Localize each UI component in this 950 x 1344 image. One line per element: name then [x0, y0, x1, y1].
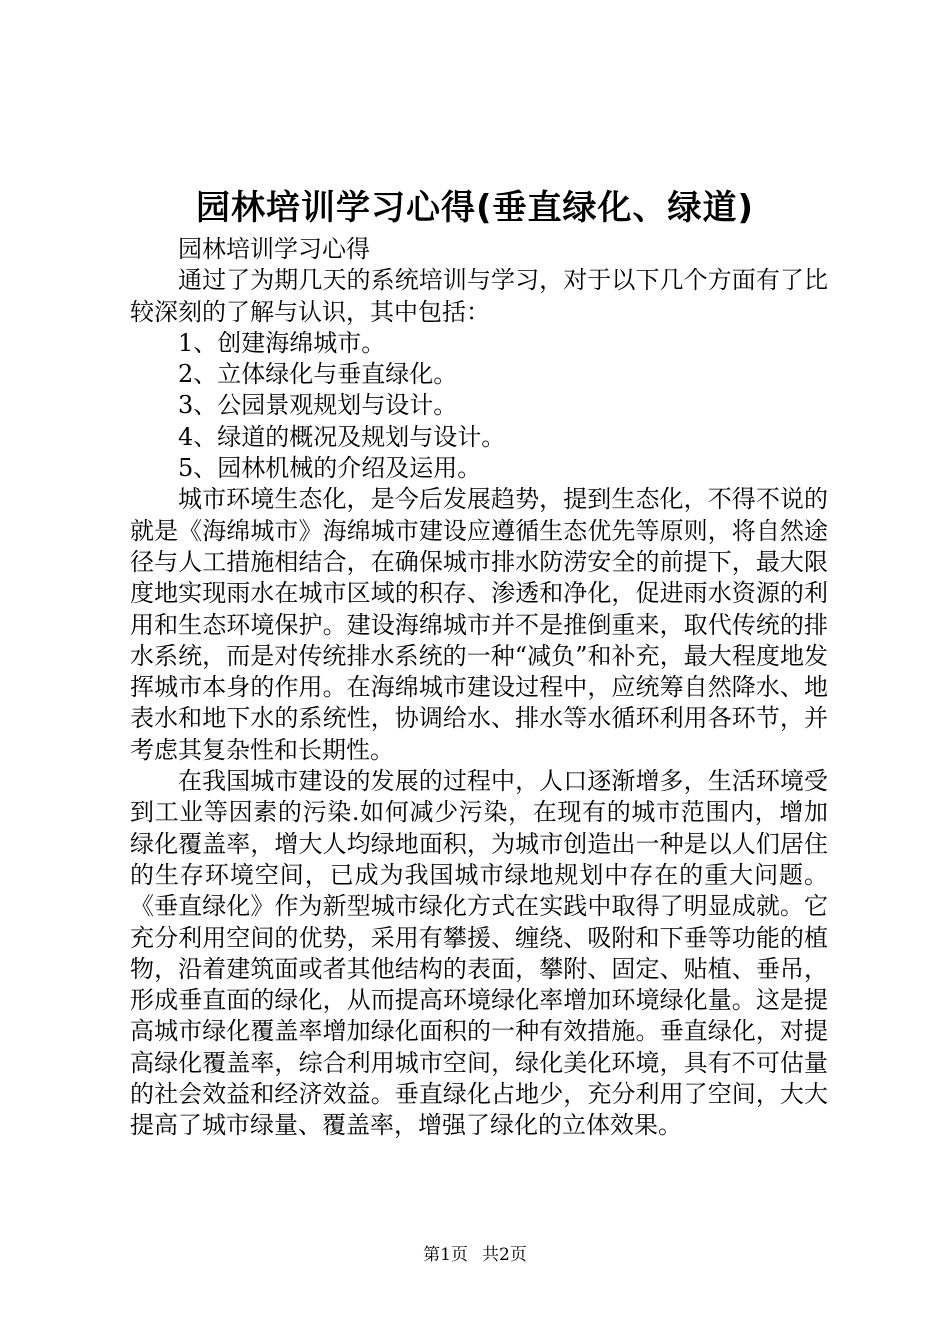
document-body: [130, 234, 828, 1142]
page-total: 共2页: [482, 1245, 527, 1265]
paragraph-sponge-city: 城市环境生态化，是今后发展趋势，提到生态化，不得不说的就是《海绵城市》海绵城市建设应遵循生态优先等原则，将自然途径与人工措施相结合，在确保城市排水防涝安全的前提下，最大限度地实现雨水在城市区域的积存、渗透和净化，促进雨水资源的利用和生态环境保护。建设海绵城市并不是推倒重来，取代传统的排水系统，而是对传统排水系统的一种“减负”和补充，最大程度地发挥城市本身的作用。在海绵城市建设过程中，应统筹自然降水、地表水和地下水的系统性，协调给水、排水等水循环利用各环节，并考虑其复杂性和长期性。: [130, 485, 828, 764]
page-number: 第1页: [423, 1245, 468, 1265]
list-item-3: 3、公园景观规划与设计。: [178, 391, 458, 420]
list-item-4: 4、绿道的概况及规划与设计。: [178, 422, 506, 451]
paragraph-intro: 通过了为期几天的系统培训与学习，对于以下几个方面有了比较深刻的了解与认识，其中包括：: [130, 266, 828, 326]
document-title: 园林培训学习心得(垂直绿化、绿道): [195, 188, 755, 228]
paragraph-heading: 园林培训学习心得: [178, 235, 370, 263]
page-footer: [0, 1244, 950, 1266]
list-item-1: 1、创建海绵城市。: [178, 328, 386, 357]
list-item-5: 5、园林机械的介绍及运用。: [178, 454, 482, 483]
list-item-2: 2、立体绿化与垂直绿化。: [178, 360, 458, 389]
paragraph-vertical-greening: 在我国城市建设的发展的过程中，人口逐渐增多，生活环境受到工业等因素的污染.如何减少污染，在现有的城市范围内，增加绿化覆盖率，增大人均绿地面积，为城市创造出一种是以人们居住的生存环境空间，已成为我国城市绿地规划中存在的重大问题。《垂直绿化》作为新型城市绿化方式在实践中取得了明显成就。它充分利用空间的优势，采用有攀援、缠绕、吸附和下垂等功能的植物，沿着建筑面或者其他结构的表面，攀附、固定、贴植、垂吊，形成垂直面的绿化，从而提高环境绿化率增加环境绿化量。这是提高城市绿化覆盖率增加绿化面积的一种有效措施。垂直绿化，对提高绿化覆盖率，综合利用城市空间，绿化美化环境，具有不可估量的社会效益和经济效益。垂直绿化占地少，充分利用了空间，大大提高了城市绿量、覆盖率，增强了绿化的立体效果。: [130, 767, 828, 1140]
